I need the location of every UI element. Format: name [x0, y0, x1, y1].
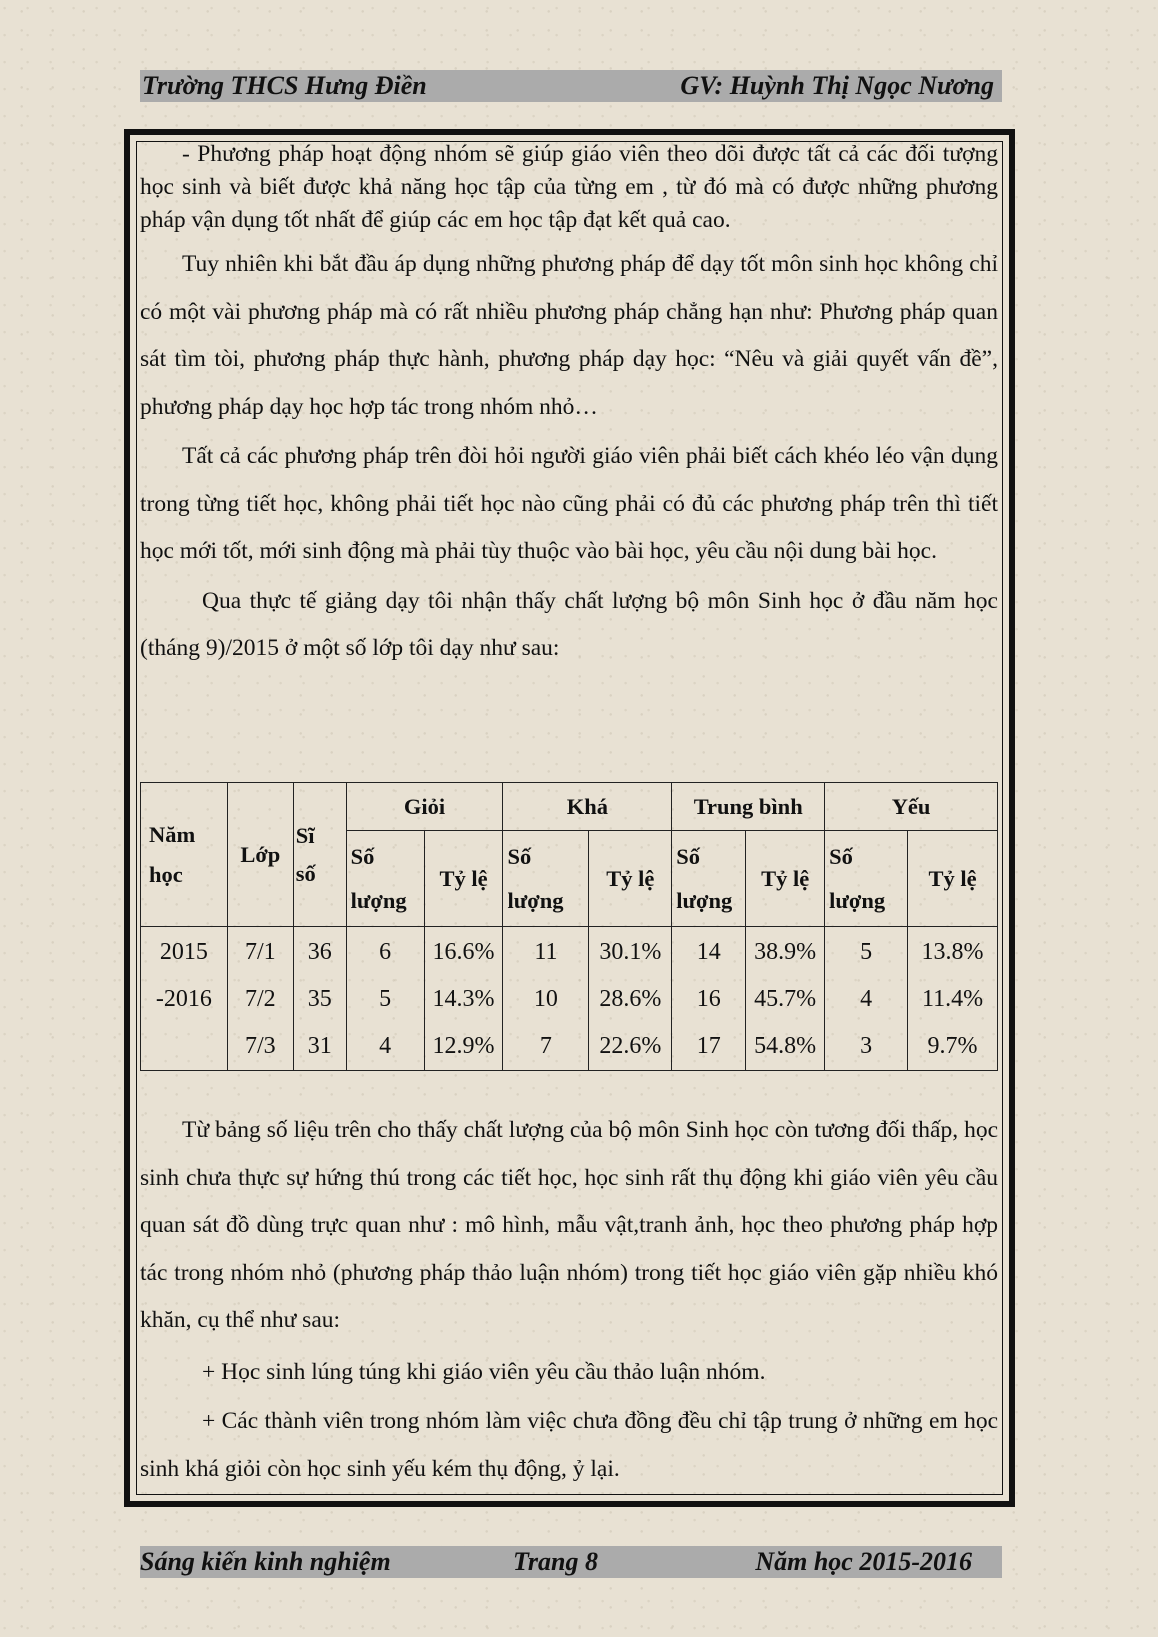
header-group-kha: Khá: [503, 783, 672, 831]
cell-value: 3: [825, 1023, 908, 1071]
table-row: [141, 976, 998, 1023]
header-rate: Tỷ lệ: [589, 831, 672, 927]
quality-table: [140, 782, 998, 1071]
cell-value: 38.9%: [746, 927, 825, 977]
cell-class: 7/2: [227, 976, 293, 1023]
body-text-bottom: [140, 1107, 998, 1493]
cell-value: 13.8%: [908, 927, 998, 977]
cell-value: 11.4%: [908, 976, 998, 1023]
cell-value: 4: [346, 1023, 424, 1071]
table-row: [141, 1023, 998, 1071]
cell-value: 30.1%: [589, 927, 672, 977]
cell-class: 7/3: [227, 1023, 293, 1071]
header-teacher: GV: Huỳnh Thị Ngọc Nương: [680, 71, 994, 100]
header-size: [293, 783, 346, 927]
bullet-uneven: + Các thành viên trong nhóm làm việc chưa đồng đều chỉ tập trung ở những em học sinh khá giỏi còn học sinh yếu kém thụ động, ỷ lại.: [140, 1408, 998, 1482]
cell-value: 4: [825, 976, 908, 1023]
cell-value: 14.3%: [424, 976, 503, 1023]
paragraph-application: Tất cả các phương pháp trên đòi hỏi người giáo viên phải biết cách khéo léo vận dụng trong từng tiết học, không phải tiết học nào cũng phải có đủ các phương pháp trên thì tiết học mới tốt, mới sinh động mà phải tùy thuộc vào bài học, yêu cầu nội dung bài học.: [140, 443, 998, 564]
cell-value: 5: [825, 927, 908, 977]
cell-size: 35: [293, 976, 346, 1023]
paragraph-methods: Tuy nhiên khi bắt đầu áp dụng những phương pháp để dạy tốt môn sinh học không chỉ có một vài phương pháp mà có rất nhiều phương pháp chẳng hạn như: Phương pháp quan sát tìm tòi, phương pháp thực hành, phương pháp dạy học: “Nêu và giải quyết vấn đề”, phương pháp dạy học hợp tác trong nhóm nhỏ…: [140, 251, 998, 420]
header-rate: Tỷ lệ: [908, 831, 998, 927]
cell-value: 11: [503, 927, 589, 977]
header-rate: Tỷ lệ: [424, 831, 503, 927]
cell-value: 10: [503, 976, 589, 1023]
header-group-trungbinh: Trung bình: [672, 783, 825, 831]
header-group-yeu: Yếu: [825, 783, 998, 831]
header-class: Lớp: [227, 783, 293, 927]
cell-size: 36: [293, 927, 346, 977]
cell-value: 14: [672, 927, 746, 977]
header-count: Số lượng: [672, 831, 746, 927]
cell-value: 54.8%: [746, 1023, 825, 1071]
cell-year: 2015: [141, 927, 228, 977]
footer-title: Sáng kiến kinh nghiệm: [140, 1547, 391, 1576]
page-header: [140, 70, 1002, 102]
cell-value: 9.7%: [908, 1023, 998, 1071]
cell-value: 7: [503, 1023, 589, 1071]
paragraph-group-method: - Phương pháp hoạt động nhóm sẽ giúp giáo viên theo dõi được tất cả các đối tượng học sinh và biết được khả năng học tập của từng em , từ đó mà có được những phương pháp vận dụng tốt nhất để giúp các em học tập đạt kết quả cao.: [140, 141, 998, 233]
paragraph-conclusion: Từ bảng số liệu trên cho thấy chất lượng của bộ môn Sinh học còn tương đối thấp, học sinh chưa thực sự hứng thú trong các tiết học, học sinh rất thụ động khi giáo viên yêu cầu quan sát đồ dùng trực quan như : mô hình, mẫu vật,tranh ảnh, học theo phương pháp hợp tác trong nhóm nhỏ (phương pháp thảo luận nhóm) trong tiết học giáo viên gặp nhiều khó khăn, cụ thể như sau:: [140, 1117, 998, 1333]
header-year-label: Năm học: [149, 821, 196, 887]
cell-value: 12.9%: [424, 1023, 503, 1071]
cell-value: 17: [672, 1023, 746, 1071]
body-text-top: [140, 138, 998, 673]
footer-page-number: Trang 8: [513, 1547, 598, 1576]
header-group-gioi: Giỏi: [346, 783, 503, 831]
header-rate: Tỷ lệ: [746, 831, 825, 927]
cell-value: 22.6%: [589, 1023, 672, 1071]
table-row: [141, 927, 998, 977]
footer-year: Năm học 2015-2016: [755, 1547, 972, 1576]
cell-class: 7/1: [227, 927, 293, 977]
cell-value: 16: [672, 976, 746, 1023]
cell-value: 28.6%: [589, 976, 672, 1023]
paragraph-quality-intro: Qua thực tế giảng dạy tôi nhận thấy chất lượng bộ môn Sinh học ở đầu năm học (tháng 9)/2015 ở một số lớp tôi dạy như sau:: [140, 587, 998, 661]
header-size-label: Sĩ số: [295, 822, 316, 886]
cell-size: 31: [293, 1023, 346, 1071]
bullet-confused: + Học sinh lúng túng khi giáo viên yêu cầu thảo luận nhóm.: [202, 1358, 766, 1385]
cell-value: 6: [346, 927, 424, 977]
header-year: [141, 783, 228, 927]
cell-year: [141, 1023, 228, 1071]
header-count: Số lượng: [825, 831, 908, 927]
cell-value: 16.6%: [424, 927, 503, 977]
header-count: Số lượng: [503, 831, 589, 927]
cell-year: -2016: [141, 976, 228, 1023]
cell-value: 45.7%: [746, 976, 825, 1023]
header-school: Trường THCS Hưng Điền: [142, 71, 427, 100]
page-footer: [140, 1546, 1002, 1578]
header-count: Số lượng: [346, 831, 424, 927]
cell-value: 5: [346, 976, 424, 1023]
